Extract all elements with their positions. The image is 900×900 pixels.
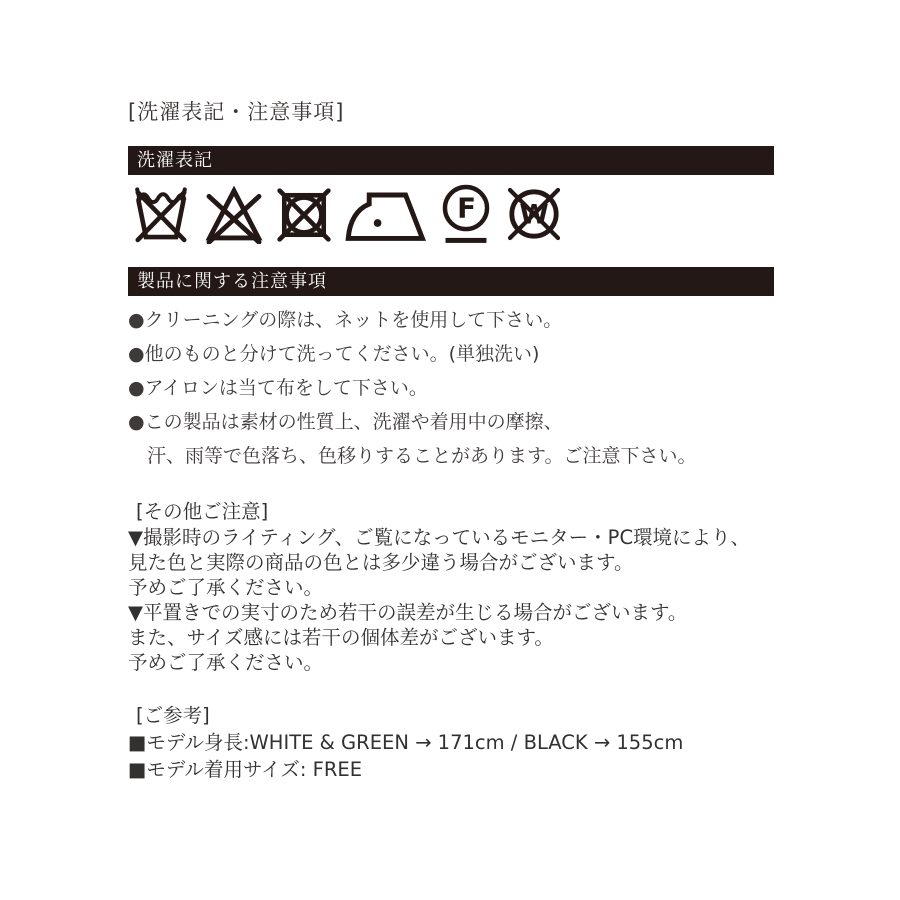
note-line: 見た色と実際の商品の色とは多少違う場合がございます。 <box>128 551 634 574</box>
do-not-bleach-icon <box>203 186 265 244</box>
do-not-wet-clean-icon <box>503 184 565 244</box>
wash-label-header-text: 洗濯表記 <box>137 150 213 171</box>
svg-text:W: W <box>519 199 549 231</box>
content-column <box>128 100 774 783</box>
other-notes-section <box>128 499 774 675</box>
reference-section <box>128 703 774 783</box>
iron-low-heat-icon <box>343 188 429 244</box>
caution-line: ●アイロンは当て布をして下さい。 <box>128 377 428 399</box>
caution-line: ●この製品は素材の性質上、洗濯や着用中の摩擦、 <box>128 411 563 433</box>
note-line: ▼平置きでの実寸のため若干の誤差が生じる場合がございます。 <box>128 601 688 624</box>
caution-line-continued: 汗、雨等で色落ち、色移りすることがあります。ご注意下さい。 <box>147 445 697 467</box>
note-line: 予めご了承ください。 <box>128 576 324 599</box>
care-symbols-row <box>128 185 774 244</box>
page-title: [洗濯表記・注意事項] <box>128 100 345 124</box>
product-caution-header-bar <box>128 267 774 296</box>
wash-label-header-bar <box>128 146 774 175</box>
note-line: 予めご了承ください。 <box>128 651 324 674</box>
svg-text:F: F <box>457 191 477 225</box>
caution-list <box>128 303 774 473</box>
note-line: ▼撮影時のライティング、ご覧になっているモニター・PC環境により、 <box>128 526 751 549</box>
note-line: また、サイズ感には若干の個体差がございます。 <box>128 626 554 649</box>
caution-line: ●クリーニングの際は、ネットを使用して下さい。 <box>128 309 563 331</box>
product-caution-header-text: 製品に関する注意事項 <box>137 271 327 292</box>
other-notes-heading: [その他ご注意] <box>136 500 269 523</box>
model-size-line: ■モデル着用サイズ: FREE <box>128 758 363 781</box>
do-not-wash-icon <box>128 186 194 244</box>
reference-heading: [ご参考] <box>136 704 210 727</box>
caution-line: ●他のものと分けて洗ってください。(単独洗い) <box>128 343 540 365</box>
do-not-tumble-dry-icon <box>274 186 334 244</box>
model-height-line: ■モデル身長:WHITE & GREEN → 171cm / BLACK → 155cm <box>128 731 684 754</box>
dry-clean-F-icon <box>438 182 494 244</box>
